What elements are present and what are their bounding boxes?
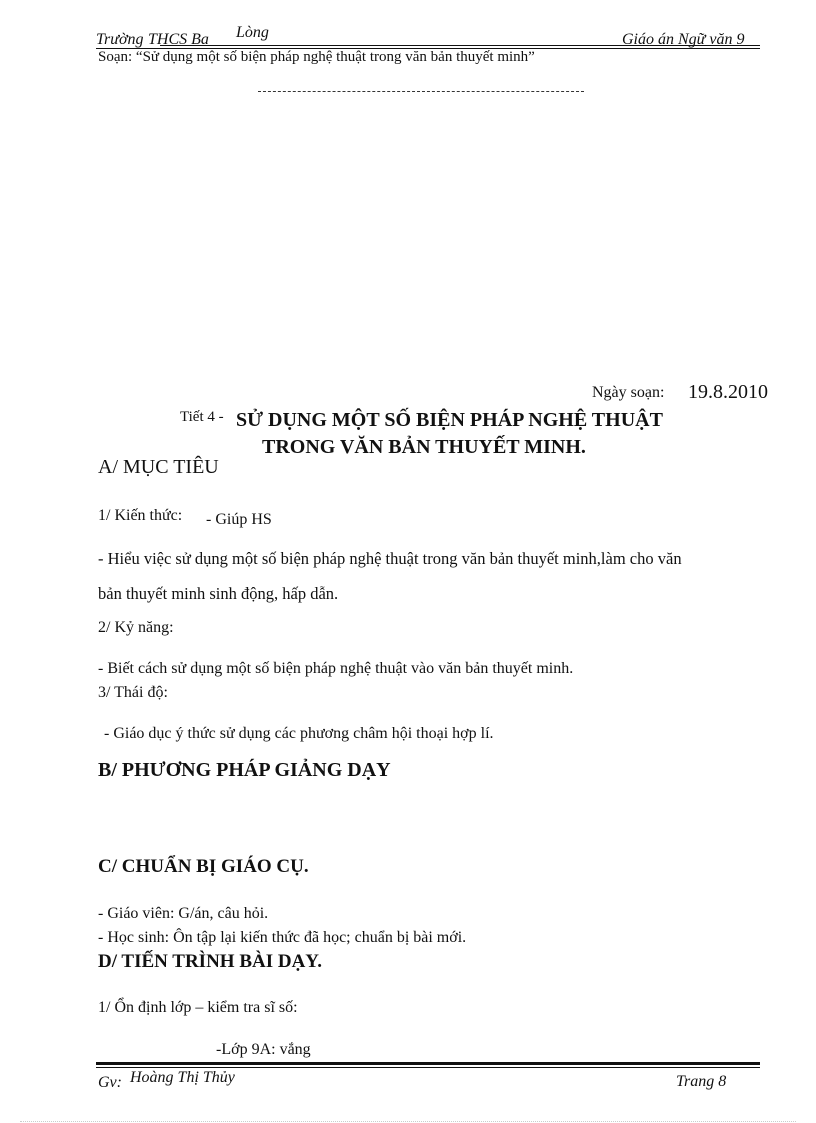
- section-a-heading: A/ MỤC TIÊU: [98, 456, 219, 478]
- knowledge-line-1: - Hiểu việc sử dụng một số biện pháp nghệ thuật trong văn bản thuyết minh,làm cho văn: [98, 549, 682, 568]
- footer-rule-thick: [96, 1062, 760, 1065]
- footer-teacher-name: Hoàng Thị Thủy: [130, 1069, 235, 1086]
- header-subject: Giáo án Ngữ văn 9: [622, 31, 745, 48]
- footer-rule-thin: [96, 1067, 760, 1068]
- section-d-heading: D/ TIẾN TRÌNH BÀI DẠY.: [98, 951, 323, 972]
- knowledge-label: 1/ Kiến thức:: [98, 507, 183, 524]
- page-bottom-edge: [20, 1121, 796, 1122]
- header-school-name-raised: Lòng: [236, 24, 269, 41]
- skill-line: - Biết cách sử dụng một số biện pháp nghệ thuật vào văn bản thuyết minh.: [98, 660, 574, 677]
- header-dashed-divider: [258, 91, 584, 92]
- lesson-title-line1: SỬ DỤNG MỘT SỐ BIỆN PHÁP NGHỆ THUẬT: [236, 409, 663, 431]
- class-attendance-line: -Lớp 9A: vắng: [216, 1041, 311, 1058]
- date-value: 19.8.2010: [688, 381, 768, 403]
- teacher-prep-line: - Giáo viên: G/án, câu hỏi.: [98, 905, 269, 922]
- section-b-heading: B/ PHƯƠNG PHÁP GIẢNG DẠY: [98, 759, 391, 781]
- header-school-name: THCS Ba: [148, 31, 209, 48]
- header-rule: [160, 45, 760, 46]
- header-lesson-note: Soạn: “Sử dụng một số biện pháp nghệ thuật trong văn bản thuyết minh”: [98, 49, 535, 65]
- knowledge-value: - Giúp HS: [206, 511, 272, 528]
- knowledge-line-2: bản thuyết minh sinh động, hấp dẫn.: [98, 584, 339, 603]
- footer-page-label: Trang 8: [676, 1073, 727, 1090]
- step-1-line: 1/ Ổn định lớp – kiểm tra sĩ số:: [98, 999, 298, 1016]
- student-prep-line: - Học sinh: Ôn tập lại kiến thức đã học; chuẩn bị bài mới.: [98, 929, 467, 946]
- section-c-heading: C/ CHUẨN BỊ GIÁO CỤ.: [98, 856, 309, 877]
- attitude-label: 3/ Thái độ:: [98, 684, 168, 701]
- skill-label: 2/ Kỷ năng:: [98, 619, 174, 636]
- lesson-period: Tiết 4 -: [180, 409, 224, 425]
- footer-teacher-prefix: Gv:: [98, 1074, 122, 1091]
- attitude-line: - Giáo dục ý thức sử dụng các phương châm hội thoại hợp lí.: [104, 725, 494, 742]
- header-school-prefix: Trường: [96, 31, 144, 48]
- date-label: Ngày soạn:: [592, 384, 665, 401]
- lesson-title-line2: TRONG VĂN BẢN THUYẾT MINH.: [262, 436, 586, 458]
